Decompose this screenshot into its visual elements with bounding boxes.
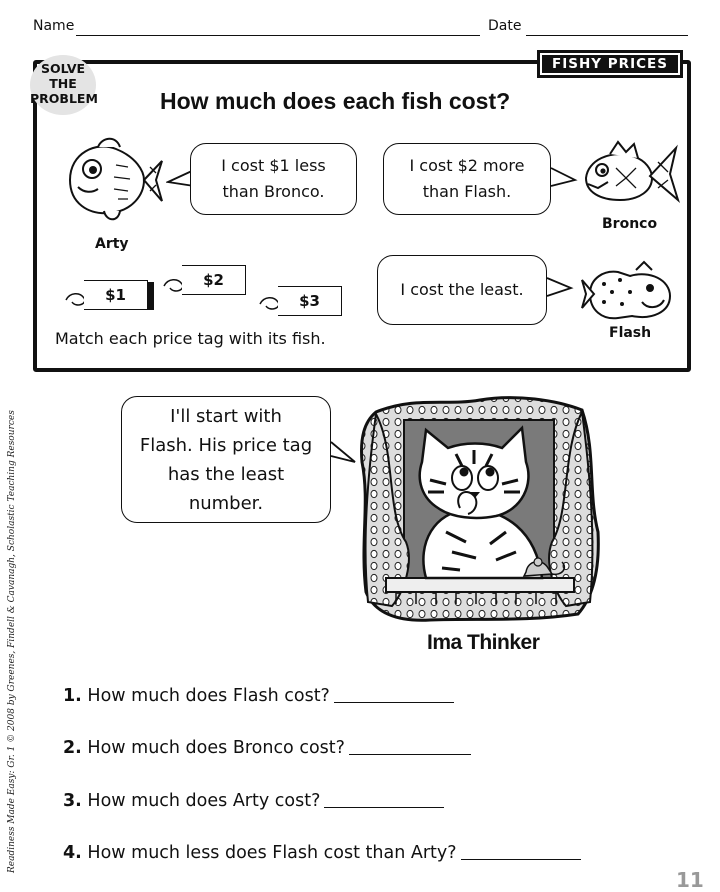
name-label: Name — [33, 18, 75, 34]
question-1: 1. How much does Flash cost? — [63, 686, 454, 706]
bronco-fish-icon — [580, 138, 680, 210]
date-label: Date — [488, 18, 522, 34]
thinker-bubble-tail — [329, 440, 359, 470]
arty-name: Arty — [95, 236, 129, 252]
arty-fish-icon — [58, 135, 168, 225]
arty-speech-bubble: I cost $1 less than Bronco. — [190, 143, 357, 215]
question-3: 3. How much does Arty cost? — [63, 791, 444, 811]
name-field[interactable] — [76, 35, 480, 36]
answer-blank-4[interactable] — [461, 859, 581, 860]
page-number: 11 — [676, 868, 704, 892]
thinker-name: Ima Thinker — [427, 631, 540, 654]
flash-bubble-tail — [545, 276, 575, 300]
question-2: 2. How much does Bronco cost? — [63, 738, 471, 758]
bronco-bubble-tail — [549, 166, 579, 190]
answer-blank-2[interactable] — [349, 754, 471, 755]
answer-blank-3[interactable] — [324, 807, 444, 808]
solve-the-problem-badge: SOLVE THE PROBLEM — [30, 55, 96, 115]
flash-name: Flash — [609, 325, 652, 341]
answer-blank-1[interactable] — [334, 702, 454, 703]
flash-speech-bubble: I cost the least. — [377, 255, 547, 325]
price-tag-2[interactable]: $2 — [182, 265, 246, 295]
cat-thinker-icon — [356, 392, 602, 624]
question-4: 4. How much less does Flash cost than Arty? — [63, 843, 581, 863]
problem-title: How much does each fish cost? — [160, 88, 511, 114]
price-tag-1[interactable]: $1 — [84, 280, 148, 310]
bronco-speech-bubble: I cost $2 more than Flash. — [383, 143, 551, 215]
topic-badge: FISHY PRICES — [537, 50, 683, 78]
copyright-credit: Readiness Made Easy: Gr. 1 © 2008 by Greenes, Findell & Cavanagh, Scholastic Teaching Resources — [7, 410, 17, 873]
bronco-name: Bronco — [602, 216, 658, 232]
flash-fish-icon — [580, 258, 675, 326]
date-field[interactable] — [526, 35, 688, 36]
thinker-speech-bubble: I'll start with Flash. His price tag has the least number. — [121, 396, 331, 523]
instruction-text: Match each price tag with its fish. — [55, 329, 326, 348]
price-tag-3[interactable]: $3 — [278, 286, 342, 316]
